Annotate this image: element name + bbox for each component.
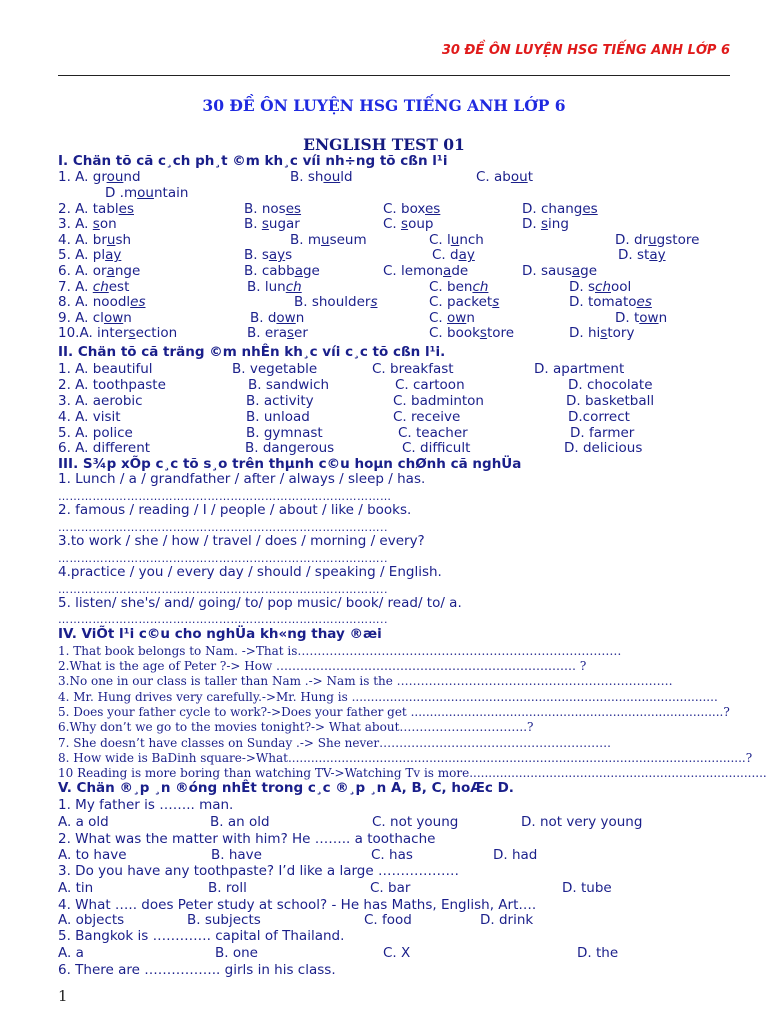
s3-q5-answer-line: ………………………………………………………………………….. [58,613,388,626]
s3-q4-answer-line: ………………………………………………………………………….. [58,583,388,596]
s1-q9-b: B. down [250,310,305,326]
s5-q1: 1. My father is …….. man. [58,797,234,813]
s1-q2-d: D. changes [522,201,598,217]
s1-q10-b: B. eraser [247,325,308,341]
s1-q6-c: C. lemonade [383,263,469,279]
s5-q1-a: A. a old [58,814,109,830]
s5-q1-b: B. an old [210,814,270,830]
section-3-heading: III. S¾p xÕp c¸c tõ s¸o trên thµnh c©u hoµn chØnh cã nghÜa [58,456,522,472]
header-rule [58,75,730,76]
section-4-heading: IV. ViÕt l¹i c©u cho nghÜa kh«ng thay ®æi [58,626,382,642]
s2-q6-a: 6. A. different [58,440,151,456]
s5-q5-a: A. a [58,945,84,961]
section-2-heading: II. Chän tõ cã träng ©m nhÊn kh¸c víi c¸c tõ cßn l¹i. [58,344,446,360]
s5-q2-b: B. have [211,847,262,863]
s1-q7-d: D. school [569,279,632,295]
s2-q2-a: 2. A. toothpaste [58,377,166,393]
s1-q4-c: C. lunch [429,232,484,248]
test-title: ENGLISH TEST 01 [303,135,465,154]
s1-q1-a: 1. A. ground [58,169,141,185]
s5-q6: 6. There are …………….. girls in his class. [58,962,336,978]
s3-q2: 2. famous / reading / I / people / about / like / books. [58,502,412,518]
s3-q3-answer-line: ………………………………………………………………………….. [58,552,388,565]
s2-q6-b: B. dangerous [245,440,335,456]
s1-q9-d: D. town [615,310,668,326]
s1-q7-a: 7. A. chest [58,279,130,295]
s3-q4: 4.practice / you / every day / should / speaking / English. [58,564,442,580]
s1-q7-b: B. lunch [247,279,302,295]
document-title: 30 ĐỀ ÔN LUYỆN HSG TIẾNG ANH LỚP 6 [202,96,566,115]
running-header: 30 ĐỀ ÔN LUYỆN HSG TIẾNG ANH LỚP 6 [441,43,730,58]
s1-q8-c: C. packets [429,294,500,310]
s2-q4-d: D.correct [568,409,630,425]
s1-q10-d: D. history [569,325,635,341]
s4-q2: 2.What is the age of Peter ?-> How ………………………………………………………………… ? [58,659,587,673]
s1-q7-c: C. bench [429,279,489,295]
s1-q4-a: 4. A. brush [58,232,132,248]
s1-q9-a: 9. A. clown [58,310,132,326]
s2-q1-d: D. apartment [534,361,625,377]
s4-q1: 1. That book belongs to Nam. ->That is……………………………………………………………………… [58,644,622,658]
s5-q2-a: A. to have [58,847,127,863]
s4-q10: 10 Reading is more boring than watching TV->Watching Tv is more.............................................................................. [58,766,767,780]
s1-q6-a: 6. A. orange [58,263,141,279]
s2-q1-b: B. vegetable [232,361,318,377]
s5-q2-d: D. had [493,847,538,863]
s1-q3-a: 3. A. son [58,216,117,232]
s4-q5: 5. Does your father cycle to work?->Does your father get ..................................................................................? [58,705,730,719]
s1-q2-b: B. noses [244,201,302,217]
s5-q5-b: B. one [215,945,258,961]
s1-q6-b: B. cabbage [244,263,320,279]
s2-q5-b: B. gymnast [246,425,323,441]
s3-q5: 5. listen/ she's/ and/ going/ to/ pop music/ book/ read/ to/ a. [58,595,462,611]
s2-q5-a: 5. A. police [58,425,133,441]
s1-q4-d: D. drugstore [615,232,700,248]
s1-q5-c: C. day [432,247,475,263]
s5-q3-b: B. roll [208,880,247,896]
s1-q2-a: 2. A. tables [58,201,134,217]
s1-q6-d: D. sausage [522,263,598,279]
s2-q1-c: C. breakfast [372,361,454,377]
s1-q5-b: B. says [244,247,293,263]
s3-q2-answer-line: ………………………………………………………………………….. [58,521,388,534]
s1-q4-b: B. museum [290,232,367,248]
s4-q8: 8. How wide is BaDinh square->What........................................................................................................................? [58,751,753,765]
s5-q4-d: D. drink [480,912,534,928]
s2-q6-c: C. difficult [402,440,471,456]
s3-q3: 3.to work / she / how / travel / does / morning / every? [58,533,425,549]
s5-q3: 3. Do you have any toothpaste? I’d like a large ……………… [58,863,459,879]
s1-q2-c: C. boxes [383,201,441,217]
section-1-heading: I. Chän tõ cã c¸ch ph¸t ©m kh¸c víi nh÷ng tõ cßn l¹i [58,153,448,169]
s2-q4-c: C. receive [393,409,461,425]
s1-q9-c: C. own [429,310,475,326]
s5-q3-a: A. tin [58,880,94,896]
s5-q5-c: C. X [383,945,411,961]
s2-q3-d: D. basketball [566,393,655,409]
s5-q5: 5. Bangkok is …………. capital of Thailand. [58,928,345,944]
s1-q5-d: D. stay [618,247,666,263]
s2-q4-b: B. unload [246,409,310,425]
s5-q2-c: C. has [371,847,413,863]
s2-q4-a: 4. A. visit [58,409,121,425]
s2-q3-b: B. activity [246,393,314,409]
s1-q8-d: D. tomatoes [569,294,652,310]
s5-q3-d: D. tube [562,880,612,896]
s4-q7: 7. She doesn’t have classes on Sunday .-> She never…………………………………………………. [58,736,611,750]
page-number: 1 [58,987,68,1005]
s3-q1: 1. Lunch / a / grandfather / after / always / sleep / has. [58,471,426,487]
s1-q1-b: B. should [290,169,353,185]
s5-q1-d: D. not very young [521,814,643,830]
s1-q3-b: B. sugar [244,216,300,232]
s1-q1-d: D .mountain [105,185,189,201]
s2-q3-a: 3. A. aerobic [58,393,143,409]
s2-q2-d: D. chocolate [568,377,653,393]
s1-q10-a: 10.A. intersection [58,325,178,341]
s2-q5-d: D. farmer [570,425,635,441]
s1-q3-c: C. soup [383,216,434,232]
s5-q4: 4. What ….. does Peter study at school? - He has Maths, English, Art…. [58,897,537,913]
s4-q6: 6.Why don’t we go to the movies tonight?-> What about…………………………..? [58,720,534,734]
s3-q1-answer-line: …………………………………………………………………………… [58,490,392,503]
s2-q2-c: C. cartoon [395,377,465,393]
s5-q3-c: C. bar [370,880,411,896]
s1-q10-c: C. bookstore [429,325,515,341]
section-5-heading: V. Chän ®¸p ¸n ®óng nhÊt trong c¸c ®¸p ¸n A, B, C, hoÆc D. [58,780,514,796]
s2-q1-a: 1. A. beautiful [58,361,153,377]
s5-q5-d: D. the [577,945,619,961]
s4-q3: 3.No one in our class is taller than Nam .-> Nam is the …………………………………………………………… [58,674,673,688]
s2-q5-c: C. teacher [398,425,468,441]
s1-q5-a: 5. A. play [58,247,122,263]
s2-q6-d: D. delicious [564,440,643,456]
s5-q2: 2. What was the matter with him? He …….. a toothache [58,831,436,847]
s5-q4-c: C. food [364,912,412,928]
s4-q4: 4. Mr. Hung drives very carefully.->Mr. Hung is ................................................................................................ [58,690,718,704]
s5-q4-b: B. subjects [187,912,261,928]
s1-q1-c: C. about [476,169,533,185]
s2-q3-c: C. badminton [393,393,484,409]
s1-q8-b: B. shoulders [294,294,378,310]
s2-q2-b: B. sandwich [248,377,330,393]
s1-q3-d: D. sing [522,216,569,232]
s5-q1-c: C. not young [372,814,459,830]
s1-q8-a: 8. A. noodles [58,294,146,310]
s5-q4-a: A. objects [58,912,125,928]
